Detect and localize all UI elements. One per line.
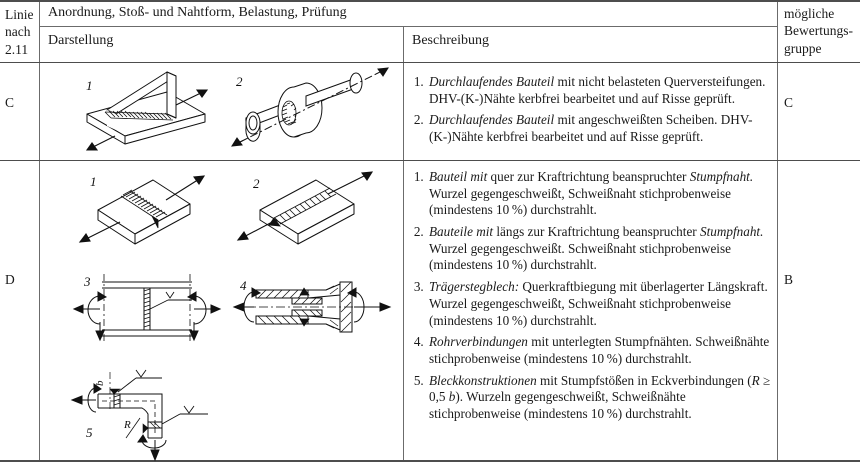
description-list-row-c xyxy=(410,74,772,146)
desc-d5-emph: Bleckkonstruktionen xyxy=(429,372,537,388)
desc-c1-emph: Durchlaufendes Bauteil xyxy=(429,74,555,89)
vertical-divider-line-col xyxy=(39,2,40,460)
description-item-c2 xyxy=(427,112,772,145)
desc-d1-emph1: Bauteil mit xyxy=(429,169,488,184)
description-list-row-d xyxy=(410,169,772,423)
grade-header-text-3: gruppe xyxy=(784,40,822,56)
plate-transverse-butt-weld-figure xyxy=(58,166,230,250)
girder-web-plate-figure xyxy=(60,262,232,350)
desc-d2-mid: längs zur Kraftrichtung beanspruchter xyxy=(493,224,700,240)
desc-d2-emph1: Bauteile mit xyxy=(429,224,494,240)
line-header-text-2: nach xyxy=(5,24,31,40)
desc-d5-mid2: ≥ 0,5 xyxy=(429,372,771,405)
description-item-d3 xyxy=(427,279,772,329)
radius-label-r: R xyxy=(124,419,131,431)
grade-header-text-2: Bewertungs- xyxy=(784,23,853,39)
desc-d5-rest: ). Wurzeln gegengeschweißt, Schweißnähte stichprobenweise (mindestens 10 %) durchstrahlt. xyxy=(429,389,692,421)
row-grade-letter-d: B xyxy=(784,272,794,287)
description-item-d1 xyxy=(427,169,772,219)
subheader-divider xyxy=(0,62,860,63)
subheader-darstellung: Darstellung xyxy=(48,33,114,48)
description-item-d5 xyxy=(427,373,772,423)
pipe-joint-backing-ring-figure xyxy=(230,262,402,350)
grade-header-text-1: mögliche xyxy=(784,6,835,21)
row-line-letter-c: C xyxy=(5,95,15,110)
vertical-divider-grade-col xyxy=(777,2,778,460)
row-line-letter-d: D xyxy=(5,272,15,287)
desc-d3-emph: Trägerstegblech: xyxy=(429,279,520,295)
description-items-c xyxy=(410,74,772,146)
description-items-d xyxy=(410,169,772,423)
sheet-corner-joint-figure xyxy=(62,356,242,464)
desc-d5-emph-r: R xyxy=(751,372,760,388)
desc-d5-emph-b: b xyxy=(448,389,456,405)
figure-number-d1: 1 xyxy=(90,174,97,189)
grade-column-header xyxy=(777,0,860,57)
description-item-d2 xyxy=(427,224,772,274)
figure-number-c1: 1 xyxy=(86,78,93,93)
tube-with-welded-disc-figure xyxy=(228,66,408,158)
figure-number-d4: 4 xyxy=(240,278,247,293)
line-header-text-1: Linie xyxy=(5,7,34,22)
desc-c2-rest: mit angeschweißten Scheiben. DHV-(K-)Nähte kerbfrei bearbeitet und auf Risse geprüft. xyxy=(429,112,753,145)
main-column-header: Anordnung, Stoß- und Nahtform, Belastung, Prüfung xyxy=(48,5,347,20)
figure-number-d3: 3 xyxy=(84,274,91,289)
row-separator-c-d xyxy=(0,160,860,161)
desc-d2-emph2: Stumpfnaht. xyxy=(700,224,764,240)
row-grade-letter-c: C xyxy=(784,95,794,110)
t-joint-stiffener-figure xyxy=(45,70,230,160)
figure-number-d2: 2 xyxy=(253,176,260,191)
desc-c1-rest: mit nicht belasteten Querversteifungen. DHV-(K-)Nähte kerbfrei bearbeitet und auf Risse geprüft. xyxy=(429,74,766,106)
description-item-c1 xyxy=(427,74,772,107)
desc-d1-mid: quer zur Kraftrichtung beanspruchter xyxy=(487,169,690,184)
description-item-d4 xyxy=(427,334,772,367)
figure-number-c2: 2 xyxy=(236,74,243,89)
desc-d5-mid1: mit Stumpfstößen in Eckverbindungen ( xyxy=(536,372,752,388)
subheader-beschreibung: Beschreibung xyxy=(412,33,489,48)
desc-d1-rest: Wurzel gegengeschweißt, Schweißnaht stichprobenweise (mindestens 10 %) durchstrahlt. xyxy=(429,185,731,218)
line-column-header xyxy=(0,0,44,58)
desc-d3-rest: Querkraftbiegung mit überlagerter Längskraft. Wurzel gegengeschweißt, Schweißnaht stichprobenweise (mindestens 10 %) durchstrahlt. xyxy=(429,279,768,328)
desc-d4-rest: mit unterlegten Stumpfnähten. Schweißnähte stichprobenweise (mindestens 10 %) durchstrahlt. xyxy=(429,334,770,366)
plate-longitudinal-butt-weld-figure xyxy=(228,166,400,250)
desc-d2-rest: Wurzel gegengeschweißt. Schweißnaht stichprobenweise (mindestens 10 %) durchstrahlt. xyxy=(429,240,731,273)
desc-d4-emph: Rohrverbindungen xyxy=(429,334,528,350)
figure-number-d5: 5 xyxy=(86,425,93,440)
desc-d1-emph2: Stumpfnaht. xyxy=(689,169,754,184)
desc-c2-emph: Durchlaufendes Bauteil xyxy=(429,112,555,128)
line-header-text-3: 2.11 xyxy=(5,41,29,57)
thickness-label-b: b xyxy=(94,380,106,386)
